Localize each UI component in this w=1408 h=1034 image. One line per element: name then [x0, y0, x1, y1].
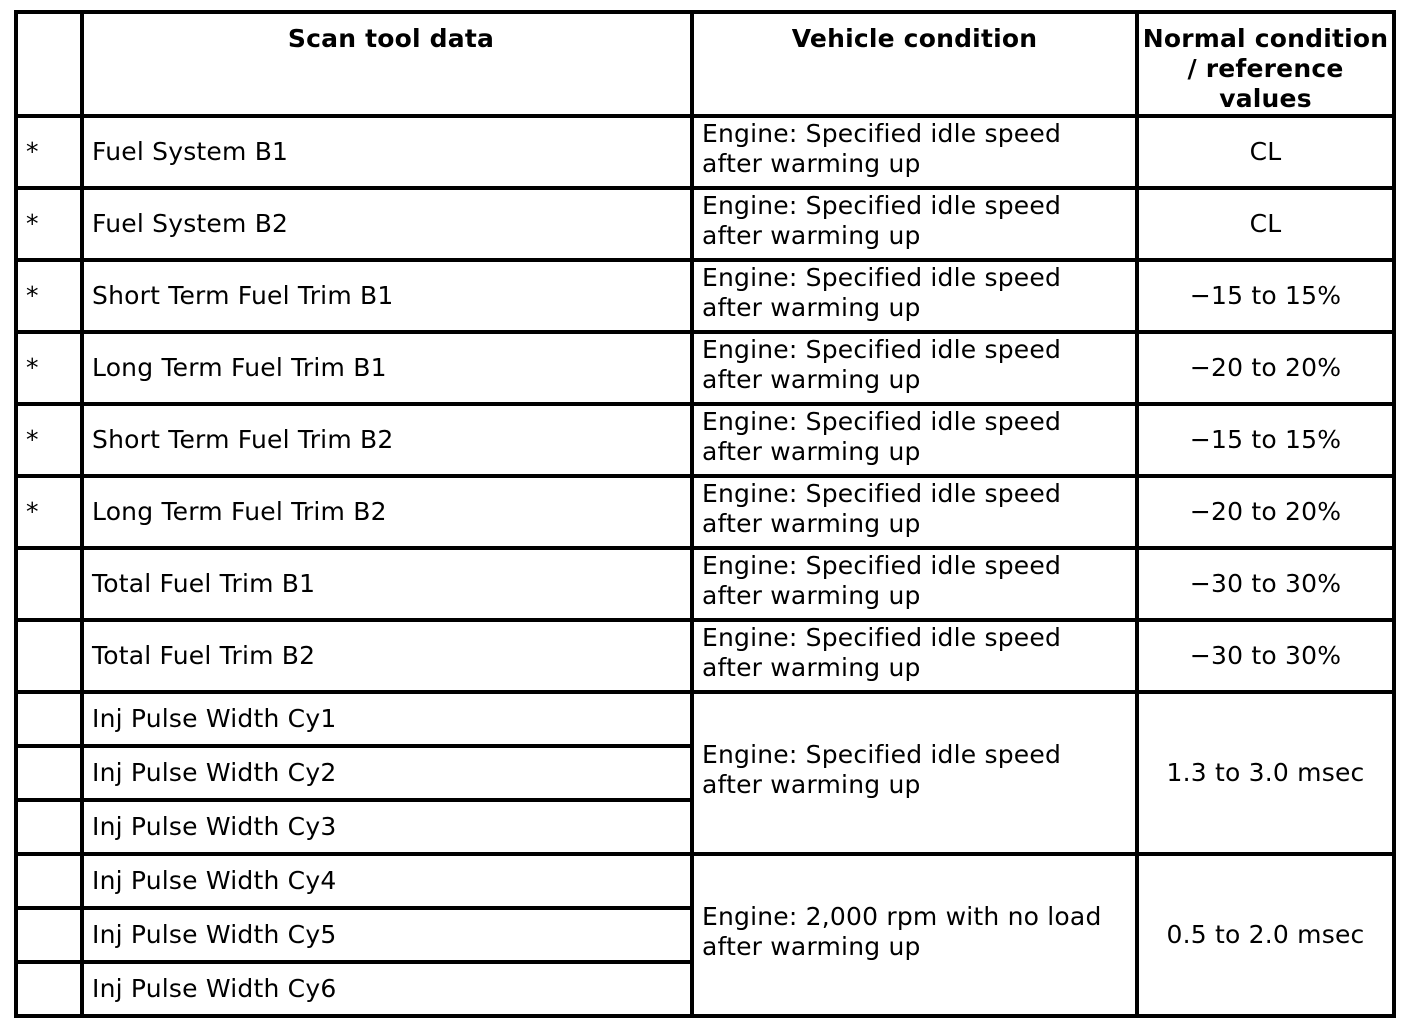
row-mark — [16, 854, 82, 908]
row-reference: −15 to 15% — [1137, 260, 1394, 332]
row-condition — [692, 332, 1137, 404]
row-item: Short Term Fuel Trim B1 — [82, 260, 692, 332]
row-mark — [16, 908, 82, 962]
row-item: Long Term Fuel Trim B2 — [82, 476, 692, 548]
table-row — [16, 854, 1394, 908]
row-mark: * — [16, 476, 82, 548]
row-reference: CL — [1137, 116, 1394, 188]
row-mark — [16, 746, 82, 800]
row-reference: −20 to 20% — [1137, 332, 1394, 404]
row-mark — [16, 548, 82, 620]
row-mark: * — [16, 332, 82, 404]
row-condition — [692, 404, 1137, 476]
condition-text: Engine: Specified idle speed after warming up — [702, 479, 1062, 538]
row-item: Inj Pulse Width Cy3 — [82, 800, 692, 854]
scan-tool-data-table — [14, 10, 1396, 1018]
row-mark: * — [16, 404, 82, 476]
row-item: Inj Pulse Width Cy1 — [82, 692, 692, 746]
condition-text: Engine: 2,000 rpm with no load after warming up — [702, 902, 1102, 961]
row-mark — [16, 800, 82, 854]
header-reference-values: Normal condition / reference values — [1137, 12, 1394, 116]
row-mark — [16, 692, 82, 746]
table-row — [16, 260, 1394, 332]
condition-text: Engine: Specified idle speed after warming up — [702, 191, 1062, 250]
row-condition — [692, 188, 1137, 260]
table-row — [16, 692, 1394, 746]
row-item: Short Term Fuel Trim B2 — [82, 404, 692, 476]
table-row — [16, 548, 1394, 620]
group-reference: 0.5 to 2.0 msec — [1137, 854, 1394, 1016]
condition-text: Engine: Specified idle speed after warming up — [702, 407, 1062, 466]
row-item: Inj Pulse Width Cy6 — [82, 962, 692, 1016]
table-row — [16, 620, 1394, 692]
row-reference: −30 to 30% — [1137, 620, 1394, 692]
condition-text: Engine: Specified idle speed after warming up — [702, 740, 1062, 799]
row-mark: * — [16, 116, 82, 188]
table-row — [16, 404, 1394, 476]
row-condition — [692, 620, 1137, 692]
row-mark: * — [16, 260, 82, 332]
header-vehicle-condition: Vehicle condition — [692, 12, 1137, 116]
row-condition — [692, 260, 1137, 332]
condition-text: Engine: Specified idle speed after warming up — [702, 623, 1062, 682]
row-mark — [16, 962, 82, 1016]
row-condition — [692, 476, 1137, 548]
row-item: Inj Pulse Width Cy2 — [82, 746, 692, 800]
row-item: Fuel System B2 — [82, 188, 692, 260]
group-reference: 1.3 to 3.0 msec — [1137, 692, 1394, 854]
condition-text: Engine: Specified idle speed after warming up — [702, 551, 1062, 610]
row-item: Total Fuel Trim B2 — [82, 620, 692, 692]
row-reference: CL — [1137, 188, 1394, 260]
row-condition — [692, 548, 1137, 620]
row-reference: −15 to 15% — [1137, 404, 1394, 476]
condition-text: Engine: Specified idle speed after warming up — [702, 119, 1062, 178]
row-item: Inj Pulse Width Cy4 — [82, 854, 692, 908]
row-reference: −20 to 20% — [1137, 476, 1394, 548]
table-row — [16, 476, 1394, 548]
condition-text: Engine: Specified idle speed after warming up — [702, 263, 1062, 322]
row-item: Total Fuel Trim B1 — [82, 548, 692, 620]
row-item: Inj Pulse Width Cy5 — [82, 908, 692, 962]
row-condition — [692, 116, 1137, 188]
table-row — [16, 116, 1394, 188]
header-scan-tool-data: Scan tool data — [82, 12, 692, 116]
row-mark: * — [16, 188, 82, 260]
group-condition — [692, 692, 1137, 854]
header-mark — [16, 12, 82, 116]
condition-text: Engine: Specified idle speed after warming up — [702, 335, 1062, 394]
row-item: Fuel System B1 — [82, 116, 692, 188]
table-row — [16, 332, 1394, 404]
row-mark — [16, 620, 82, 692]
header-row — [16, 12, 1394, 116]
row-reference: −30 to 30% — [1137, 548, 1394, 620]
row-item: Long Term Fuel Trim B1 — [82, 332, 692, 404]
table-row — [16, 188, 1394, 260]
group-condition — [692, 854, 1137, 1016]
